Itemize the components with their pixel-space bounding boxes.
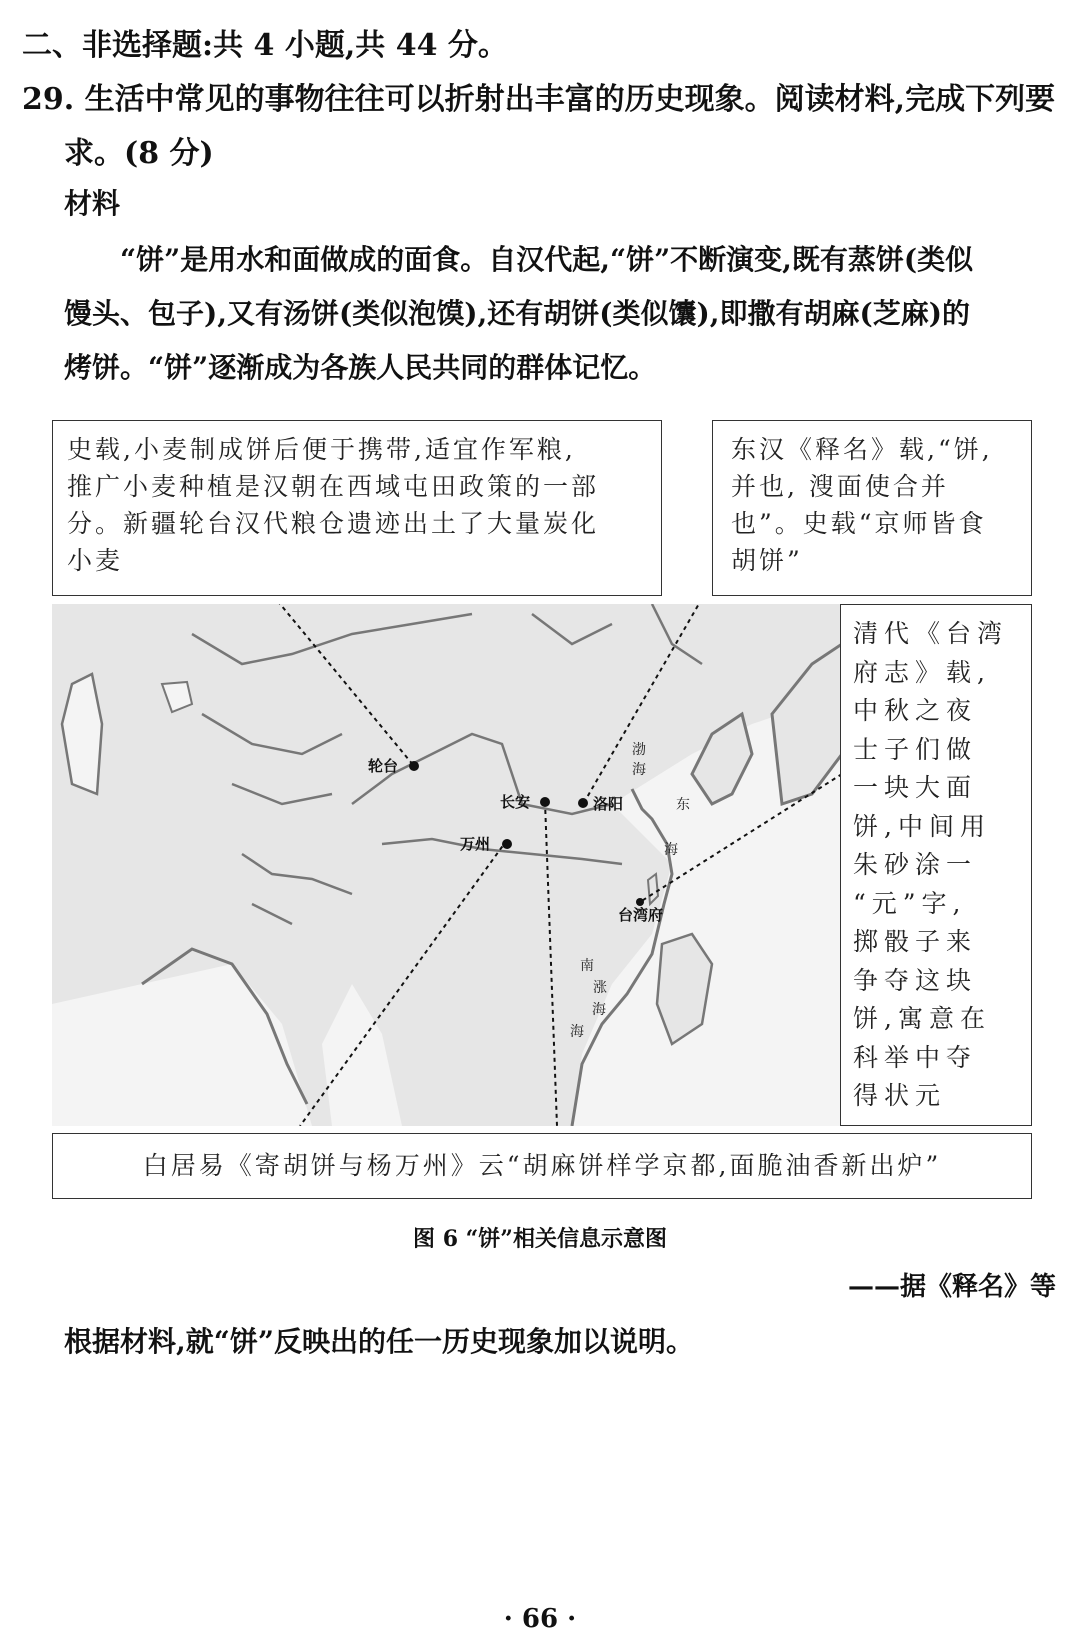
section-title: 二、非选择题:共 4 小题,共 44 分。 [22, 28, 508, 63]
info-box-line: 饼,中间用 [853, 811, 991, 841]
city-label-changan: 长安 [500, 793, 531, 811]
info-box-line: “元”字, [853, 888, 967, 918]
info-box-line: 并也, 溲面使合并 [731, 472, 949, 501]
material-paragraph-line3: 烤饼。“饼”逐渐成为各族人民共同的群体记忆。 [64, 351, 657, 384]
city-dot-luoyang [578, 798, 588, 808]
sea-label-zhanghai: 海 [592, 1002, 606, 1018]
info-box-line: 推广小麦种植是汉朝在西域屯田政策的一部 [67, 472, 600, 501]
sea-label-bohai-2: 海 [632, 762, 646, 778]
sea-label-zhang: 涨 [593, 980, 607, 996]
info-box-line: 争夺这块 [853, 965, 978, 995]
info-box-baijuyi [52, 1133, 1032, 1199]
info-box-line: 白居易《寄胡饼与杨万州》云“胡麻饼样学京都,面脆油香新出炉” [142, 1151, 942, 1180]
info-box-shiming [712, 420, 1032, 596]
page-number: · 66 · [503, 1604, 577, 1634]
question-stem-line2: 求。(8 分) [64, 136, 214, 171]
map-svg [52, 604, 842, 1126]
info-box-luntai [52, 420, 662, 596]
city-label-taiwanfu: 台湾府 [618, 906, 664, 924]
figure-source: ——据《释名》等 [847, 1272, 1056, 1302]
city-dot-luntai [409, 761, 419, 771]
info-box-line: 史载,小麦制成饼后便于携带,适宜作军粮, [67, 435, 576, 464]
question-stem-line1: 29. 生活中常见的事物往往可以折射出丰富的历史现象。阅读材料,完成下列要 [22, 82, 1056, 117]
info-box-line: 府志》载, [853, 657, 991, 687]
question-task: 根据材料,就“饼”反映出的任一历史现象加以说明。 [64, 1325, 694, 1358]
info-box-line: 士子们做 [853, 734, 978, 764]
sea-label-dong: 东 [676, 797, 690, 813]
city-dot-changan [540, 797, 550, 807]
info-box-line: 中秋之夜 [853, 696, 978, 725]
info-box-line: 也”。史载“京师皆食 [731, 509, 987, 538]
info-box-line: 科举中夺 [853, 1042, 978, 1072]
sea-label-donghai: 海 [664, 842, 678, 858]
info-box-line: 分。新疆轮台汉代粮仓遗迹出土了大量炭化 [67, 509, 600, 538]
info-box-taiwan [840, 604, 1032, 1126]
sea-label-nanhai: 海 [570, 1024, 584, 1040]
city-label-luntai: 轮台 [368, 757, 399, 775]
info-box-line: 得状元 [853, 1081, 947, 1110]
figure-caption: 图 6 “饼”相关信息示意图 [413, 1226, 667, 1252]
info-box-line: 小麦 [67, 546, 124, 575]
city-dot-wanzhou [502, 839, 512, 849]
map-figure [52, 604, 842, 1126]
info-box-line: 朱砂涂一 [853, 850, 978, 879]
material-paragraph-line2: 馒头、包子),又有汤饼(类似泡馍),还有胡饼(类似馕),即撒有胡麻(芝麻)的 [64, 297, 970, 330]
info-box-line: 东汉《释名》载,“饼, [731, 435, 993, 464]
sea-label-bohai-1: 渤 [632, 742, 646, 758]
info-box-line: 饼,寓意在 [853, 1004, 991, 1033]
material-paragraph-line1: “饼”是用水和面做成的面食。自汉代起,“饼”不断演变,既有蒸饼(类似 [120, 243, 974, 276]
info-box-line: 一块大面 [853, 773, 978, 802]
sea-label-nan: 南 [580, 958, 594, 974]
info-box-line: 清代《台湾 [853, 619, 1009, 648]
info-box-line: 胡饼” [731, 546, 803, 575]
city-label-wanzhou: 万州 [460, 835, 491, 853]
city-label-luoyang: 洛阳 [593, 795, 624, 813]
material-label: 材料 [64, 187, 121, 220]
city-dot-taiwanfu [636, 898, 644, 906]
info-box-line: 掷骰子来 [853, 927, 978, 956]
